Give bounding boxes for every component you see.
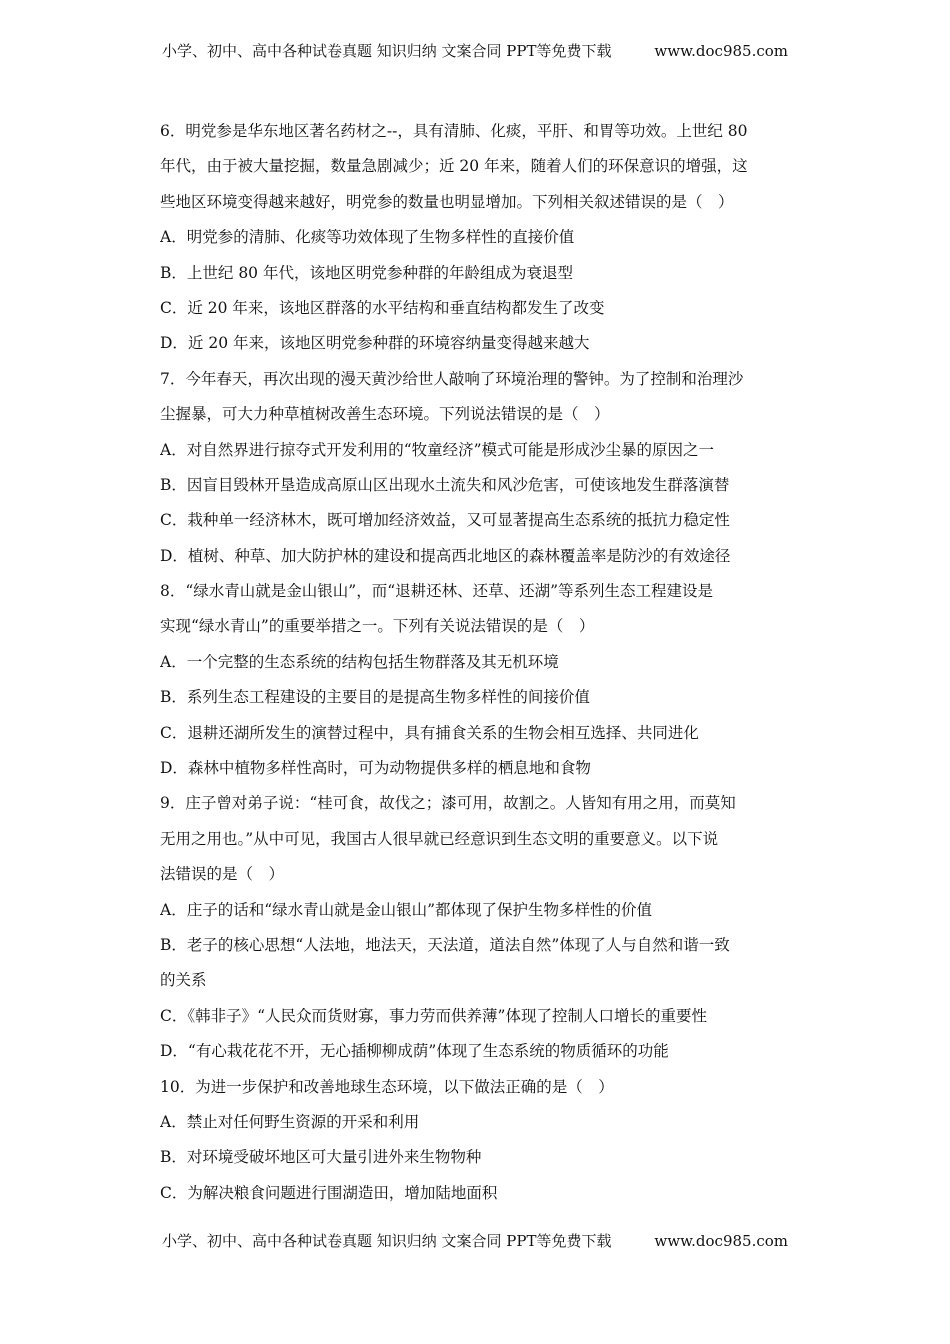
option-a: A．禁止对任何野生资源的开采和利用 xyxy=(160,1112,420,1131)
question-10 xyxy=(160,1070,792,1212)
option-b: B．对环境受破坏地区可大量引进外来生物物种 xyxy=(160,1148,482,1167)
question-stem-line: 8．“绿水青山就是金山银山”，而“退耕还林、还草、还湖”等系列生态工程建设是 xyxy=(160,582,714,601)
question-stem-line: 10．为进一步保护和改善地球生态环境，以下做法正确的是（ ） xyxy=(160,1077,614,1096)
option-b: B．上世纪 80 年代，该地区明党参种群的年龄组成为衰退型 xyxy=(160,263,573,282)
option-a: A．庄子的话和“绿水青山就是金山银山”都体现了保护生物多样性的价值 xyxy=(160,900,653,919)
question-stem-line: 实现“绿水青山”的重要举措之一。下列有关说法错误的是（ ） xyxy=(160,617,595,636)
option-c: C．近 20 年来，该地区群落的水平结构和垂直结构都发生了改变 xyxy=(160,298,605,317)
question-stem-line: 法错误的是（ ） xyxy=(160,865,285,884)
exam-content xyxy=(160,114,792,1211)
page-header xyxy=(162,41,788,61)
option-d: D．森林中植物多样性高时，可为动物提供多样的栖息地和食物 xyxy=(160,759,591,778)
question-9 xyxy=(160,786,792,1069)
option-b: B．因盲目毁林开垦造成高原山区出现水土流失和风沙危害，可使该地发生群落演替 xyxy=(160,475,730,494)
question-stem-line: 6．明党参是华东地区著名药材之--，具有清肺、化痰，平肝、和胃等功效。上世纪 80 xyxy=(160,122,748,140)
option-a: A．一个完整的生态系统的结构包括生物群落及其无机环境 xyxy=(160,652,559,671)
footer-website-link[interactable]: www.doc985.com xyxy=(654,1232,788,1250)
option-b: B．老子的核心思想“人法地，地法天，天法道，道法自然”体现了人与自然和谐一致 xyxy=(160,935,730,954)
option-c: C．《韩非子》“人民众而货财寡，事力劳而供养薄”体现了控制人口增长的重要性 xyxy=(160,1006,707,1025)
question-8 xyxy=(160,574,792,786)
question-stem-line: 无用之用也。”从中可见，我国古人很早就已经意识到生态文明的重要意义。以下说 xyxy=(160,829,719,848)
option-d: D．“有心栽花花不开，无心插柳柳成荫”体现了生态系统的物质循环的功能 xyxy=(160,1042,669,1061)
question-stem-line: 7．今年春天，再次出现的漫天黄沙给世人敲响了环境治理的警钟。为了控制和治理沙 xyxy=(160,369,744,388)
question-stem-line: 尘握暴，可大力种草植树改善生态环境。下列说法错误的是（ ） xyxy=(160,405,610,424)
question-6 xyxy=(160,114,792,362)
footer-slogan: 小学、初中、高中各种试卷真题 知识归纳 文案合同 PPT等免费下载 xyxy=(162,1232,612,1250)
option-b: B．系列生态工程建设的主要目的是提高生物多样性的间接价值 xyxy=(160,688,590,707)
option-b-continued: 的关系 xyxy=(160,971,207,990)
header-slogan: 小学、初中、高中各种试卷真题 知识归纳 文案合同 PPT等免费下载 xyxy=(162,42,612,60)
option-c: C．栽种单一经济林木，既可增加经济效益，又可显著提高生态系统的抵抗力稳定性 xyxy=(160,511,730,530)
header-website-link[interactable]: www.doc985.com xyxy=(654,42,788,60)
option-d: D．植树、种草、加大防护林的建设和提高西北地区的森林覆盖率是防沙的有效途径 xyxy=(160,546,731,565)
option-d: D．近 20 年来，该地区明党参种群的环境容纳量变得越来越大 xyxy=(160,334,590,353)
option-a: A．对自然界进行掠夺式开发利用的“牧童经济”模式可能是形成沙尘暴的原因之一 xyxy=(160,440,715,459)
question-stem-line: 9．庄子曾对弟子说：“桂可食，故伐之；漆可用，故割之。人皆知有用之用，而莫知 xyxy=(160,794,736,813)
question-stem-line: 些地区环境变得越来越好，明党参的数量也明显增加。下列相关叙述错误的是（ ） xyxy=(160,192,734,211)
option-c: C．退耕还湖所发生的演替过程中，具有捕食关系的生物会相互选择、共同进化 xyxy=(160,723,699,742)
option-c: C．为解决粮食问题进行围湖造田，增加陆地面积 xyxy=(160,1183,498,1202)
page-footer xyxy=(162,1231,788,1251)
option-a: A．明党参的清肺、化痰等功效体现了生物多样性的直接价值 xyxy=(160,228,575,247)
question-stem-line: 年代，由于被大量挖掘，数量急剧减少；近 20 年来，随着人们的环保意识的增强，这 xyxy=(160,157,748,176)
question-7 xyxy=(160,362,792,574)
